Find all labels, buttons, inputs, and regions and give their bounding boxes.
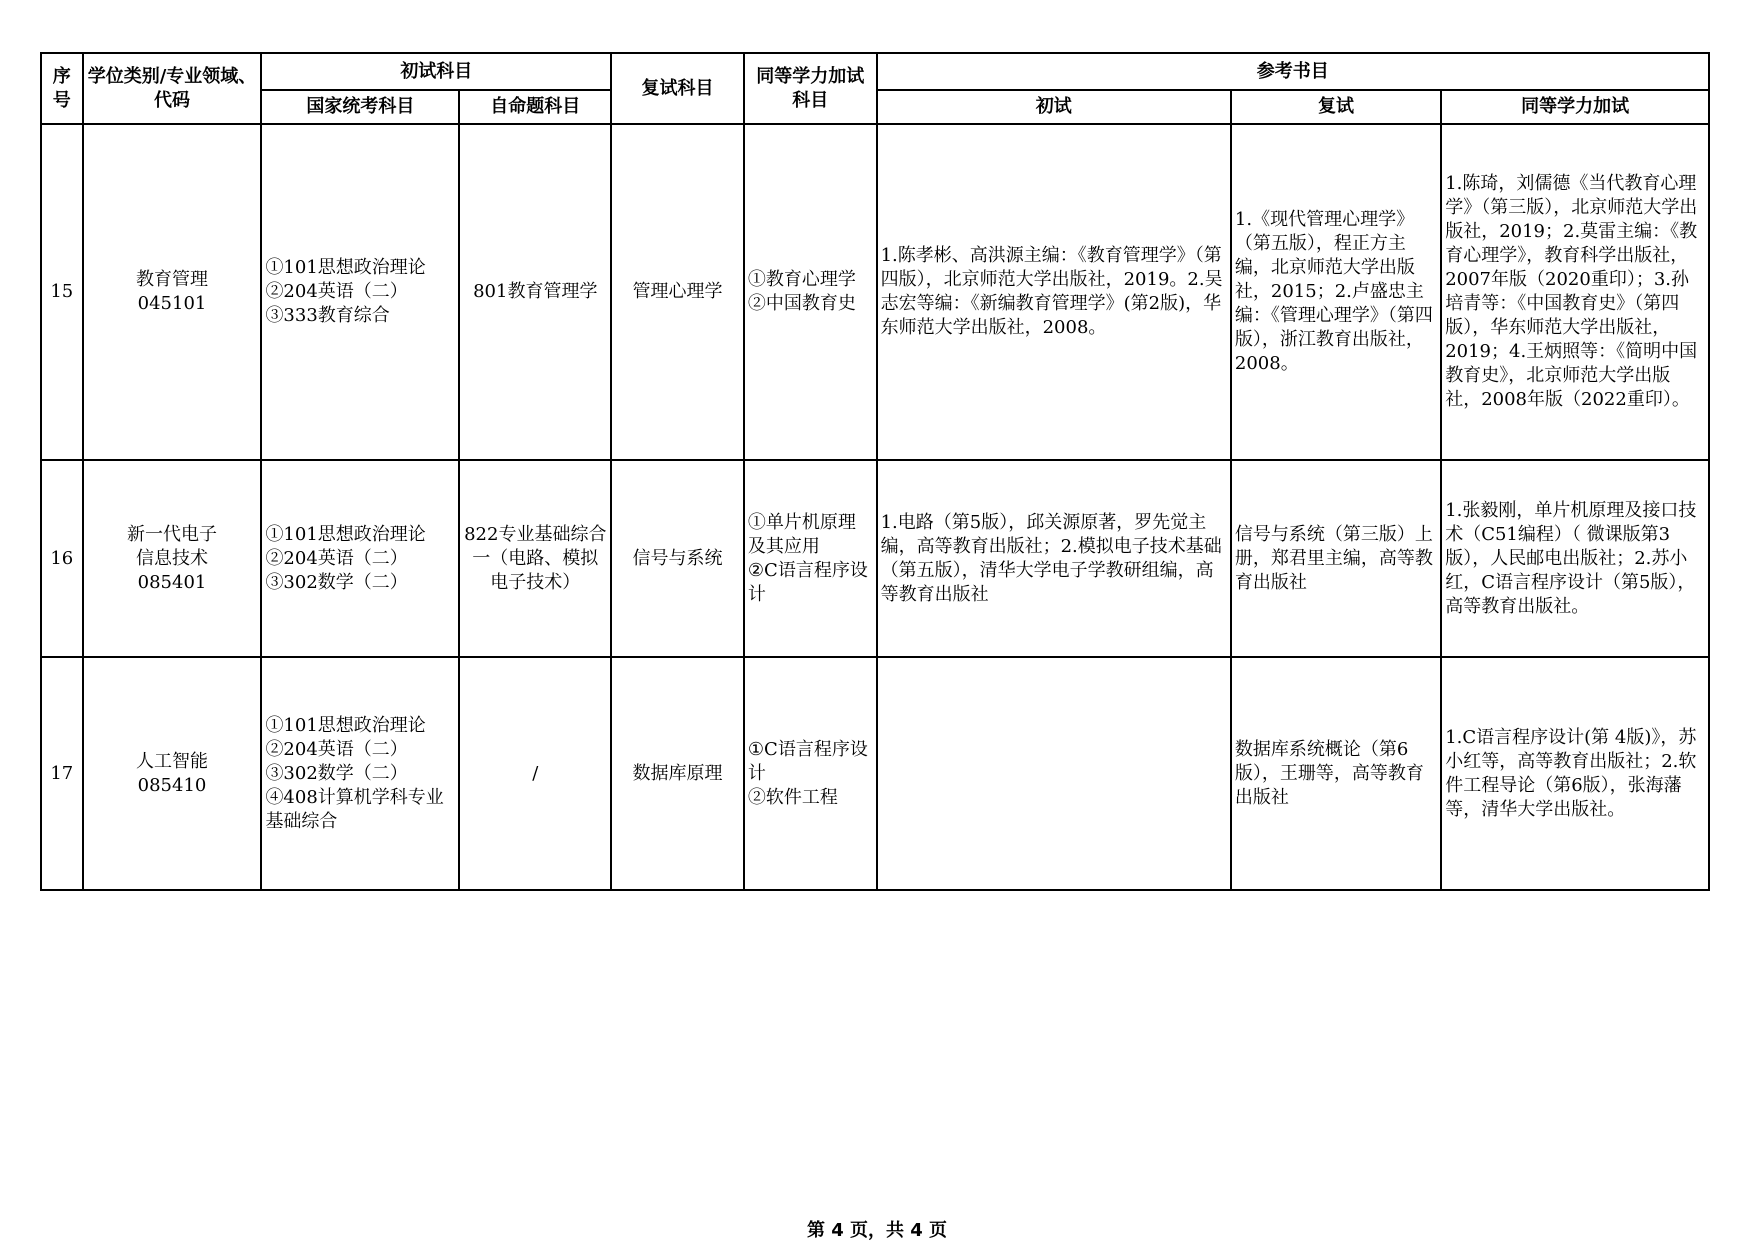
major-name: 新一代电子 — [127, 523, 218, 545]
major-name: 信息技术 — [136, 547, 209, 569]
retest-subject-cell: 信号与系统 — [611, 460, 744, 657]
national-subject: ③302数学（二） — [265, 762, 408, 784]
ref-equiv-cell: 1.C语言程序设计(第 4版)》，苏小红等，高等教育出版社；2.软件工程导论（第6版），张海藩等，清华大学出版社。 — [1441, 657, 1709, 890]
header-national: 国家统考科目 — [261, 90, 459, 124]
table-row — [41, 460, 1709, 657]
equiv-subject: ②中国教育史 — [747, 293, 856, 314]
major-cell — [83, 124, 262, 460]
major-cell — [83, 657, 262, 890]
self-subject-cell: 801教育管理学 — [459, 124, 611, 460]
retest-subject-cell: 数据库原理 — [611, 657, 744, 890]
national-subject: ②204英语（二） — [265, 738, 408, 760]
ref-equiv-cell: 1.张毅刚，单片机原理及接口技术（C51编程）（ 微课版第3版），人民邮电出版社；2.苏小红，C语言程序设计（第5版），高等教育出版社。 — [1441, 460, 1709, 657]
equiv-subject: ②软件工程 — [747, 786, 838, 808]
header-retest: 复试科目 — [611, 53, 744, 124]
ref-prelim-cell — [877, 657, 1231, 890]
self-subject-cell: 822专业基础综合一（电路、模拟电子技术） — [459, 460, 611, 657]
major-code: 085410 — [137, 774, 207, 796]
national-subjects-cell — [261, 460, 459, 657]
national-subject: ③333教育综合 — [265, 305, 390, 326]
header-equiv: 同等学力加试科目 — [744, 53, 877, 124]
header-ref-prelim: 初试 — [877, 90, 1231, 124]
national-subjects-cell — [261, 124, 459, 460]
national-subject: ③302数学（二） — [265, 571, 408, 593]
header-seq: 序号 — [41, 53, 83, 124]
ref-prelim-cell: 1.陈孝彬、高洪源主编：《教育管理学》（第四版），北京师范大学出版社，2019。2.吴志宏等编：《新编教育管理学》(第2版)，华东师范大学出版社，2008。 — [877, 124, 1231, 460]
ref-retest-cell: 数据库系统概论（第6版），王珊等，高等教育出版社 — [1231, 657, 1441, 890]
admission-table — [40, 52, 1710, 891]
equiv-subject: ②C语言程序设计 — [747, 559, 868, 605]
major-code: 085401 — [137, 571, 207, 593]
header-self: 自命题科目 — [459, 90, 611, 124]
major-name: 教育管理 — [136, 269, 209, 290]
equiv-subjects-cell — [744, 124, 877, 460]
ref-equiv-cell: 1.陈琦，刘儒德《当代教育心理学》（第三版），北京师范大学出版社，2019；2.莫雷主编：《教育心理学》，教育科学出版社，2007年版（2020重印）；3.孙培青等：《中国教育史》（第四版），华东师范大学出版社，2019；4.王炳照等：《简明中国教育史》，北京师范大学出版社，2008年版（2022重印）。 — [1441, 124, 1709, 460]
national-subject: ①101思想政治理论 — [265, 523, 426, 545]
equiv-subjects-cell — [744, 460, 877, 657]
table-row — [41, 657, 1709, 890]
retest-subject-cell: 管理心理学 — [611, 124, 744, 460]
national-subject: ②204英语（二） — [265, 281, 408, 302]
header-prelim: 初试科目 — [261, 53, 611, 90]
equiv-subjects-cell — [744, 657, 877, 890]
major-code: 045101 — [137, 293, 207, 314]
national-subject: ①101思想政治理论 — [265, 714, 426, 736]
ref-prelim-cell: 1.电路（第5版），邱关源原著，罗先觉主编，高等教育出版社；2.模拟电子技术基础（第五版），清华大学电子学教研组编，高等教育出版社 — [877, 460, 1231, 657]
seq-cell: 15 — [41, 124, 83, 460]
table-row — [41, 124, 1709, 460]
self-subject-cell: / — [459, 657, 611, 890]
national-subject: ④408计算机学科专业基础综合 — [265, 786, 444, 832]
seq-cell: 16 — [41, 460, 83, 657]
ref-retest-cell: 信号与系统（第三版）上册，郑君里主编，高等教育出版社 — [1231, 460, 1441, 657]
header-ref-equiv: 同等学力加试 — [1441, 90, 1709, 124]
major-cell — [83, 460, 262, 657]
equiv-subject: ①单片机原理及其应用 — [747, 511, 856, 557]
major-name: 人工智能 — [136, 750, 209, 772]
seq-cell: 17 — [41, 657, 83, 890]
national-subject: ①101思想政治理论 — [265, 257, 426, 278]
national-subjects-cell — [261, 657, 459, 890]
ref-retest-cell: 1.《现代管理心理学》（第五版），程正方主编，北京师范大学出版社，2015；2.卢盛忠主编：《管理心理学》（第四版），浙江教育出版社，2008。 — [1231, 124, 1441, 460]
header-degree: 学位类别/专业领域、代码 — [83, 53, 262, 124]
page-footer: 第 4 页，共 4 页 — [806, 1220, 948, 1241]
equiv-subject: ①C语言程序设计 — [747, 738, 868, 784]
national-subject: ②204英语（二） — [265, 547, 408, 569]
header-ref: 参考书目 — [877, 53, 1709, 90]
equiv-subject: ①教育心理学 — [747, 269, 856, 290]
header-ref-retest: 复试 — [1231, 90, 1441, 124]
